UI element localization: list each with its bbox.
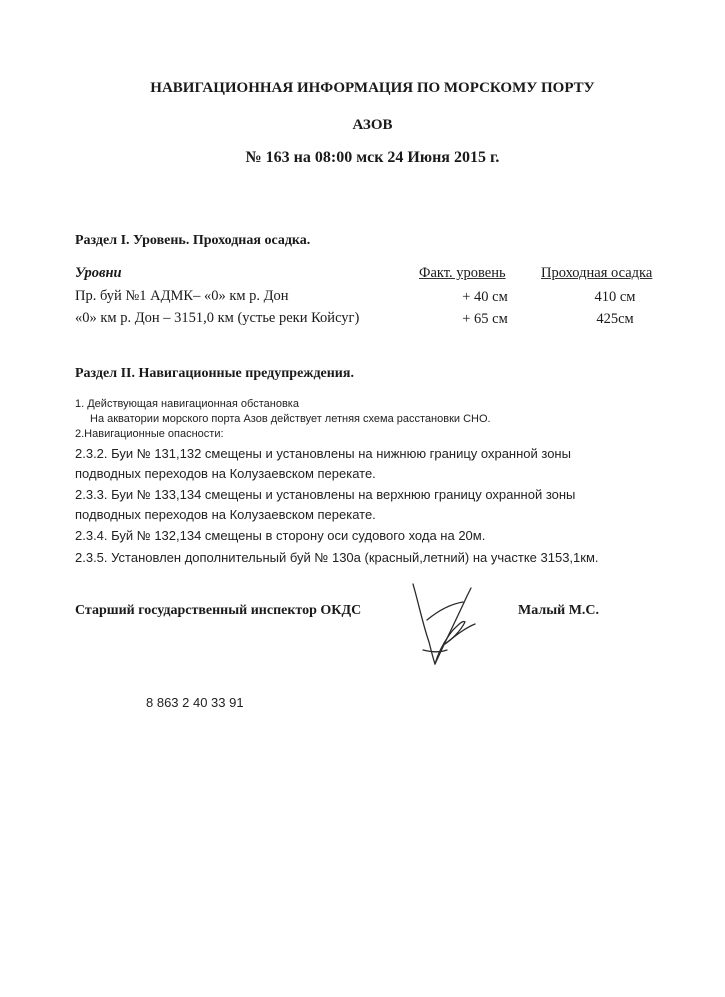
section1-heading: Раздел I. Уровень. Проходная осадка. xyxy=(75,233,311,248)
handwritten-signature xyxy=(405,580,485,675)
document-title: НАВИГАЦИОННАЯ ИНФОРМАЦИЯ ПО МОРСКОМУ ПОРТУ xyxy=(150,80,595,96)
warning-2-3-2-line1: 2.3.2. Буи № 131,132 смещены и установлены на нижнюю границу охранной зоны xyxy=(75,446,571,461)
port-name: АЗОВ xyxy=(352,117,393,133)
warning-2-3-3-line1: 2.3.3. Буи № 133,134 смещены и установлены на верхнюю границу охранной зоны xyxy=(75,487,576,502)
row1-draft: 410 см xyxy=(594,289,636,305)
row1-place: Пр. буй №1 АДМК– «0» км р. Дон xyxy=(75,288,289,304)
item1-text: На акватории морского порта Азов действует летняя схема расстановки СНО. xyxy=(90,413,491,425)
section2-heading: Раздел II. Навигационные предупреждения. xyxy=(75,366,354,381)
col-draft-header: Проходная осадка xyxy=(541,265,653,281)
signer-name: Малый М.С. xyxy=(518,603,600,618)
warning-2-3-2-line2: подводных переходов на Колузаевском перекате. xyxy=(75,466,376,481)
item1-heading: 1. Действующая навигационная обстановка xyxy=(75,398,299,410)
col-levels-header: Уровни xyxy=(75,265,122,281)
row1-fact: + 40 см xyxy=(462,289,508,305)
contact-phone: 8 863 2 40 33 91 xyxy=(146,695,244,710)
row2-draft: 425см xyxy=(596,311,634,327)
row2-fact: + 65 см xyxy=(462,311,508,327)
warning-2-3-3-line2: подводных переходов на Колузаевском перекате. xyxy=(75,507,376,522)
item2-heading: 2.Навигационные опасности: xyxy=(75,428,224,440)
col-fact-header: Факт. уровень xyxy=(419,265,506,281)
row2-place: «0» км р. Дон – 3151,0 км (устье реки Койсуг) xyxy=(75,310,360,326)
signer-title: Старший государственный инспектор ОКДС xyxy=(75,603,362,618)
issue-number-date: № 163 на 08:00 мск 24 Июня 2015 г. xyxy=(245,149,500,166)
warning-2-3-4: 2.3.4. Буй № 132,134 смещены в сторону оси судового хода на 20м. xyxy=(75,528,486,543)
warning-2-3-5: 2.3.5. Установлен дополнительный буй № 130а (красный,летний) на участке 3153,1км. xyxy=(75,550,599,565)
